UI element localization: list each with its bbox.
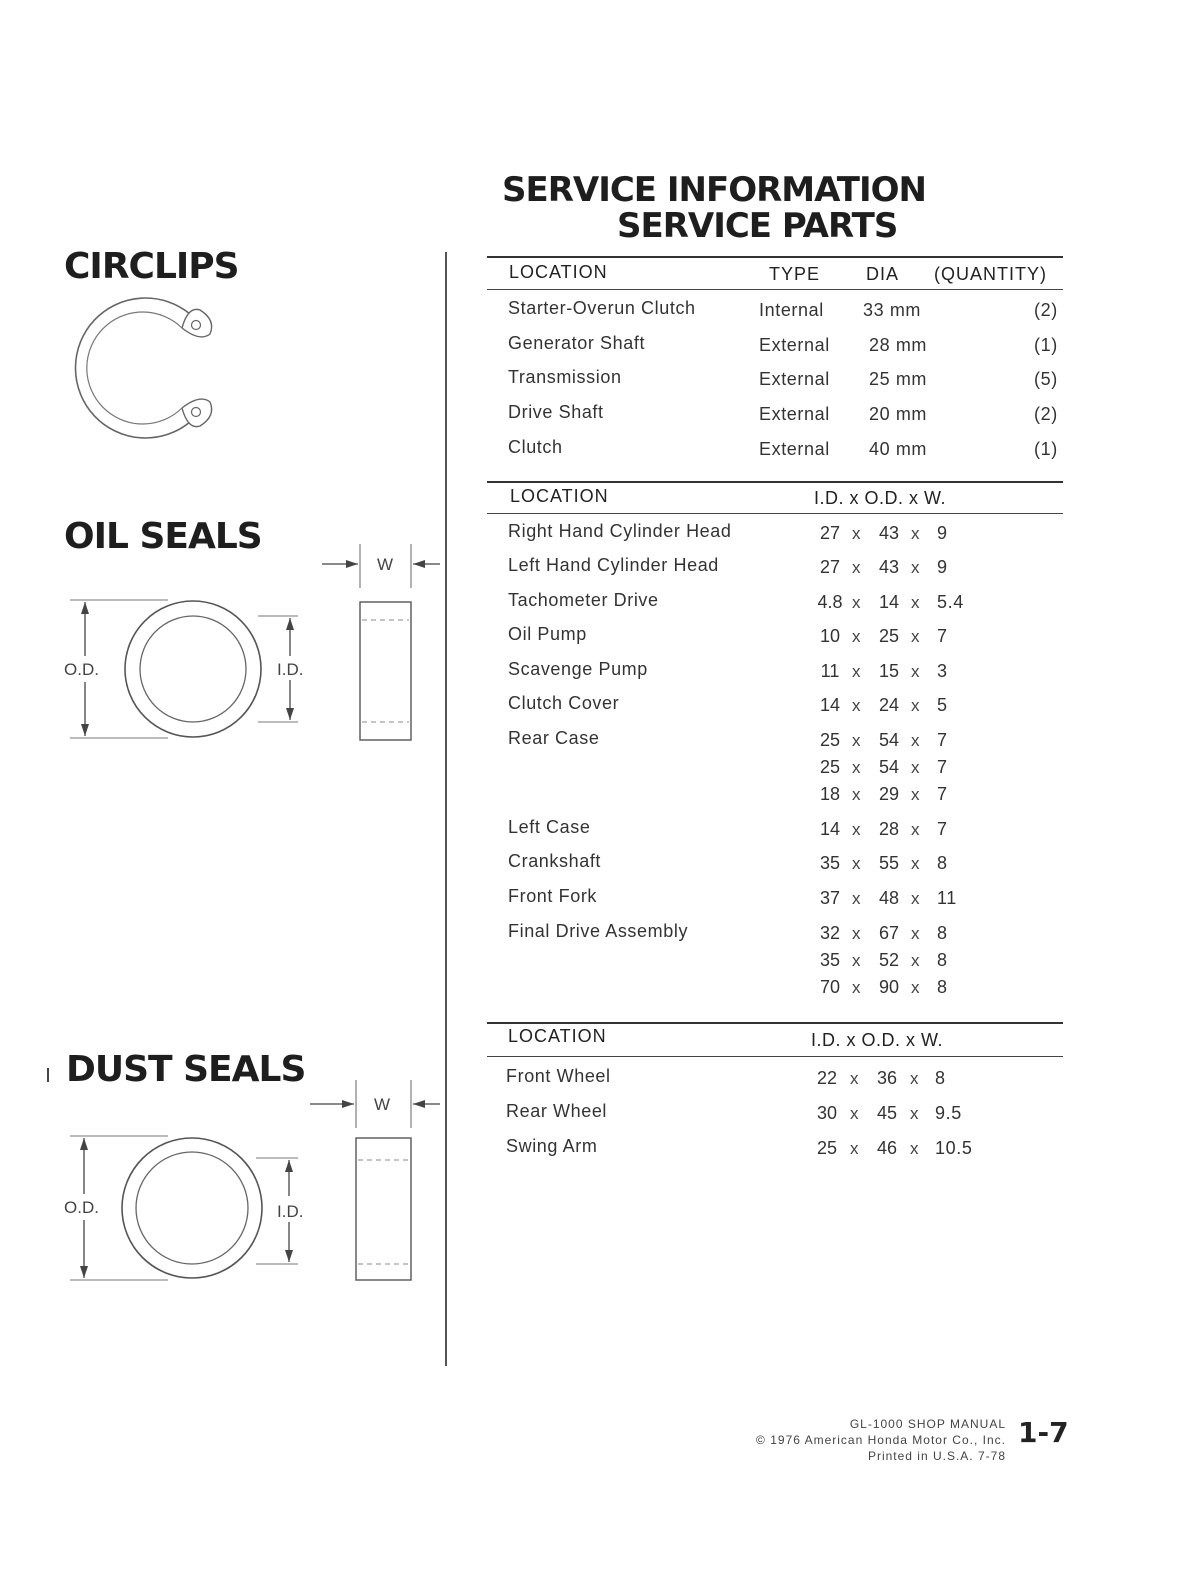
seal-outer-diameter: 36	[876, 1068, 898, 1088]
dimension-separator: x	[852, 951, 861, 970]
dimension-separator: x	[911, 558, 920, 577]
seal-inner-diameter: 30	[816, 1103, 838, 1123]
seal-inner-diameter: 10	[819, 626, 841, 646]
seal-inner-diameter: 27	[819, 557, 841, 577]
w-label: W	[377, 555, 394, 574]
seal-outer-diameter: 28	[878, 819, 900, 839]
seal-location: Crankshaft	[508, 851, 602, 871]
seal-width: 9	[937, 523, 948, 543]
seal-width: 9.5	[935, 1103, 962, 1123]
vertical-divider	[445, 252, 447, 1366]
seal-location: Final Drive Assembly	[508, 921, 689, 941]
seal-inner-diameter: 35	[819, 950, 841, 970]
seal-outer-diameter: 24	[878, 695, 900, 715]
header-dimensions: I.D. x O.D. x W.	[814, 488, 947, 508]
seal-outer-diameter: 52	[878, 950, 900, 970]
page-number: 1-7	[1018, 1416, 1069, 1449]
seal-location: Tachometer Drive	[508, 590, 659, 610]
sub-title: SERVICE PARTS	[617, 206, 898, 246]
seal-inner-diameter: 25	[819, 757, 841, 777]
seal-location: Left Hand Cylinder Head	[508, 555, 719, 575]
margin-mark	[47, 1068, 49, 1082]
table-rule	[487, 1022, 1063, 1024]
dimension-separator: x	[850, 1069, 859, 1088]
circlip-location: Starter-Overun Clutch	[508, 298, 696, 318]
circlip-quantity: (1)	[1034, 439, 1058, 459]
footer-printed: Printed in U.S.A. 7-78	[867, 1449, 1006, 1463]
seal-width: 7	[937, 784, 948, 804]
seal-outer-diameter: 48	[878, 888, 900, 908]
dimension-separator: x	[852, 593, 861, 612]
seal-outer-diameter: 55	[878, 853, 900, 873]
circlip-type: Internal	[759, 300, 824, 320]
oil-seals-table	[487, 481, 1063, 1006]
seal-outer-diameter: 54	[878, 757, 900, 777]
table-rule	[487, 481, 1063, 483]
circlip-location: Generator Shaft	[508, 333, 646, 353]
dimension-separator: x	[852, 758, 861, 777]
dimension-separator: x	[852, 820, 861, 839]
seal-width: 7	[937, 626, 948, 646]
table-rule	[487, 289, 1063, 290]
od-label: O.D.	[64, 660, 99, 679]
seal-width: 5.4	[937, 592, 964, 612]
dimension-separator: x	[911, 924, 920, 943]
dimension-separator: x	[911, 593, 920, 612]
main-title: SERVICE INFORMATION	[502, 170, 926, 210]
seal-outer-diameter: 29	[878, 784, 900, 804]
seal-width: 11	[937, 888, 957, 908]
seal-width: 10.5	[935, 1138, 973, 1158]
seal-outer-diameter: 46	[876, 1138, 898, 1158]
seal-outer-diameter: 90	[878, 977, 900, 997]
dimension-separator: x	[911, 758, 920, 777]
table-rule	[487, 513, 1063, 514]
seal-inner-diameter: 70	[819, 977, 841, 997]
dimension-separator: x	[852, 696, 861, 715]
seal-width: 7	[937, 757, 948, 777]
header-type: TYPE	[769, 264, 821, 284]
dimension-separator: x	[911, 696, 920, 715]
seal-inner-diameter: 35	[819, 853, 841, 873]
seal-outer-diameter: 43	[878, 557, 900, 577]
dimension-separator: x	[852, 662, 861, 681]
seal-location: Left Case	[508, 817, 591, 837]
header-location: LOCATION	[510, 486, 609, 506]
seal-location: Clutch Cover	[508, 693, 620, 713]
seal-inner-diameter: 27	[819, 523, 841, 543]
seal-outer-diameter: 25	[878, 626, 900, 646]
seal-inner-diameter: 22	[816, 1068, 838, 1088]
circlip-dia: 20 mm	[869, 404, 928, 424]
circlip-quantity: (2)	[1034, 300, 1058, 320]
dimension-separator: x	[852, 558, 861, 577]
dust-seal-diagram	[56, 1076, 446, 1286]
seal-width: 5	[937, 695, 948, 715]
seal-outer-diameter: 14	[878, 592, 900, 612]
seal-inner-diameter: 25	[819, 730, 841, 750]
seal-inner-diameter: 32	[819, 923, 841, 943]
dimension-separator: x	[910, 1104, 919, 1123]
seal-outer-diameter: 67	[878, 923, 900, 943]
seal-inner-diameter: 18	[819, 784, 841, 804]
table-rule	[487, 256, 1063, 258]
dimension-separator: x	[910, 1069, 919, 1088]
header-dimensions: I.D. x O.D. x W.	[811, 1030, 944, 1050]
dimension-separator: x	[852, 889, 861, 908]
seal-outer-diameter: 45	[876, 1103, 898, 1123]
dimension-separator: x	[852, 731, 861, 750]
dimension-separator: x	[911, 627, 920, 646]
header-dia: DIA	[866, 264, 900, 284]
dimension-separator: x	[911, 854, 920, 873]
circlip-dia: 33 mm	[863, 300, 922, 320]
circlip-dia: 25 mm	[869, 369, 928, 389]
seal-outer-diameter: 43	[878, 523, 900, 543]
dimension-separator: x	[852, 854, 861, 873]
circlip-dia: 40 mm	[869, 439, 928, 459]
seal-inner-diameter: 14	[819, 695, 841, 715]
dimension-separator: x	[852, 524, 861, 543]
w-label: W	[374, 1095, 391, 1114]
dimension-separator: x	[911, 978, 920, 997]
circlip-location: Drive Shaft	[508, 402, 604, 422]
seal-location: Front Fork	[508, 886, 598, 906]
id-label: I.D.	[277, 1202, 304, 1221]
circlips-heading: CIRCLIPS	[64, 246, 239, 287]
circlip-quantity: (1)	[1034, 335, 1058, 355]
seal-width: 8	[937, 853, 948, 873]
seal-width: 7	[937, 730, 948, 750]
seal-location: Rear Wheel	[506, 1101, 608, 1121]
dimension-separator: x	[911, 785, 920, 804]
dimension-separator: x	[911, 662, 920, 681]
circlip-type: External	[759, 404, 830, 424]
dimension-separator: x	[911, 820, 920, 839]
id-label: I.D.	[277, 660, 304, 679]
seal-width: 8	[937, 977, 948, 997]
oil-seals-heading: OIL SEALS	[64, 516, 262, 557]
seal-location: Rear Case	[508, 728, 600, 748]
dimension-separator: x	[852, 978, 861, 997]
seal-outer-diameter: 15	[878, 661, 900, 681]
seal-inner-diameter: 11	[820, 661, 840, 681]
oil-seal-diagram	[58, 536, 448, 746]
seal-width: 8	[937, 950, 948, 970]
seal-inner-diameter: 25	[816, 1138, 838, 1158]
seal-location: Scavenge Pump	[508, 659, 648, 679]
dimension-separator: x	[911, 951, 920, 970]
header-location: LOCATION	[509, 262, 608, 282]
circlips-table	[487, 256, 1063, 466]
dimension-separator: x	[850, 1139, 859, 1158]
circlip-type: External	[759, 369, 830, 389]
seal-width: 3	[937, 661, 948, 681]
dust-seals-heading: DUST SEALS	[66, 1049, 306, 1090]
seal-width: 8	[935, 1068, 946, 1088]
circlip-location: Transmission	[508, 367, 622, 387]
circlip-type: External	[759, 335, 830, 355]
table-rule	[487, 1056, 1063, 1057]
dimension-separator: x	[850, 1104, 859, 1123]
header-location: LOCATION	[508, 1026, 607, 1046]
dimension-separator: x	[852, 785, 861, 804]
seal-location: Swing Arm	[506, 1136, 598, 1156]
seal-width: 8	[937, 923, 948, 943]
circlip-type: External	[759, 439, 830, 459]
header-quantity: (QUANTITY)	[934, 264, 1047, 284]
footer-copyright: © 1976 American Honda Motor Co., Inc.	[756, 1433, 1006, 1447]
seal-location: Front Wheel	[506, 1066, 611, 1086]
dimension-separator: x	[911, 731, 920, 750]
seal-outer-diameter: 54	[878, 730, 900, 750]
od-label: O.D.	[64, 1198, 99, 1217]
seal-width: 9	[937, 557, 948, 577]
circlip-quantity: (2)	[1034, 404, 1058, 424]
dimension-separator: x	[852, 924, 861, 943]
seal-inner-diameter: 14	[819, 819, 841, 839]
dust-seals-table	[487, 1022, 1063, 1172]
seal-location: Oil Pump	[508, 624, 587, 644]
circlip-diagram	[58, 292, 228, 452]
dimension-separator: x	[911, 889, 920, 908]
dimension-separator: x	[910, 1139, 919, 1158]
footer-manual: GL-1000 SHOP MANUAL	[849, 1417, 1006, 1431]
seal-location: Right Hand Cylinder Head	[508, 521, 732, 541]
seal-width: 7	[937, 819, 948, 839]
seal-inner-diameter: 37	[819, 888, 841, 908]
seal-inner-diameter: 4.8	[817, 592, 843, 612]
dimension-separator: x	[911, 524, 920, 543]
circlip-quantity: (5)	[1034, 369, 1058, 389]
dimension-separator: x	[852, 627, 861, 646]
circlip-dia: 28 mm	[869, 335, 928, 355]
circlip-location: Clutch	[508, 437, 563, 457]
